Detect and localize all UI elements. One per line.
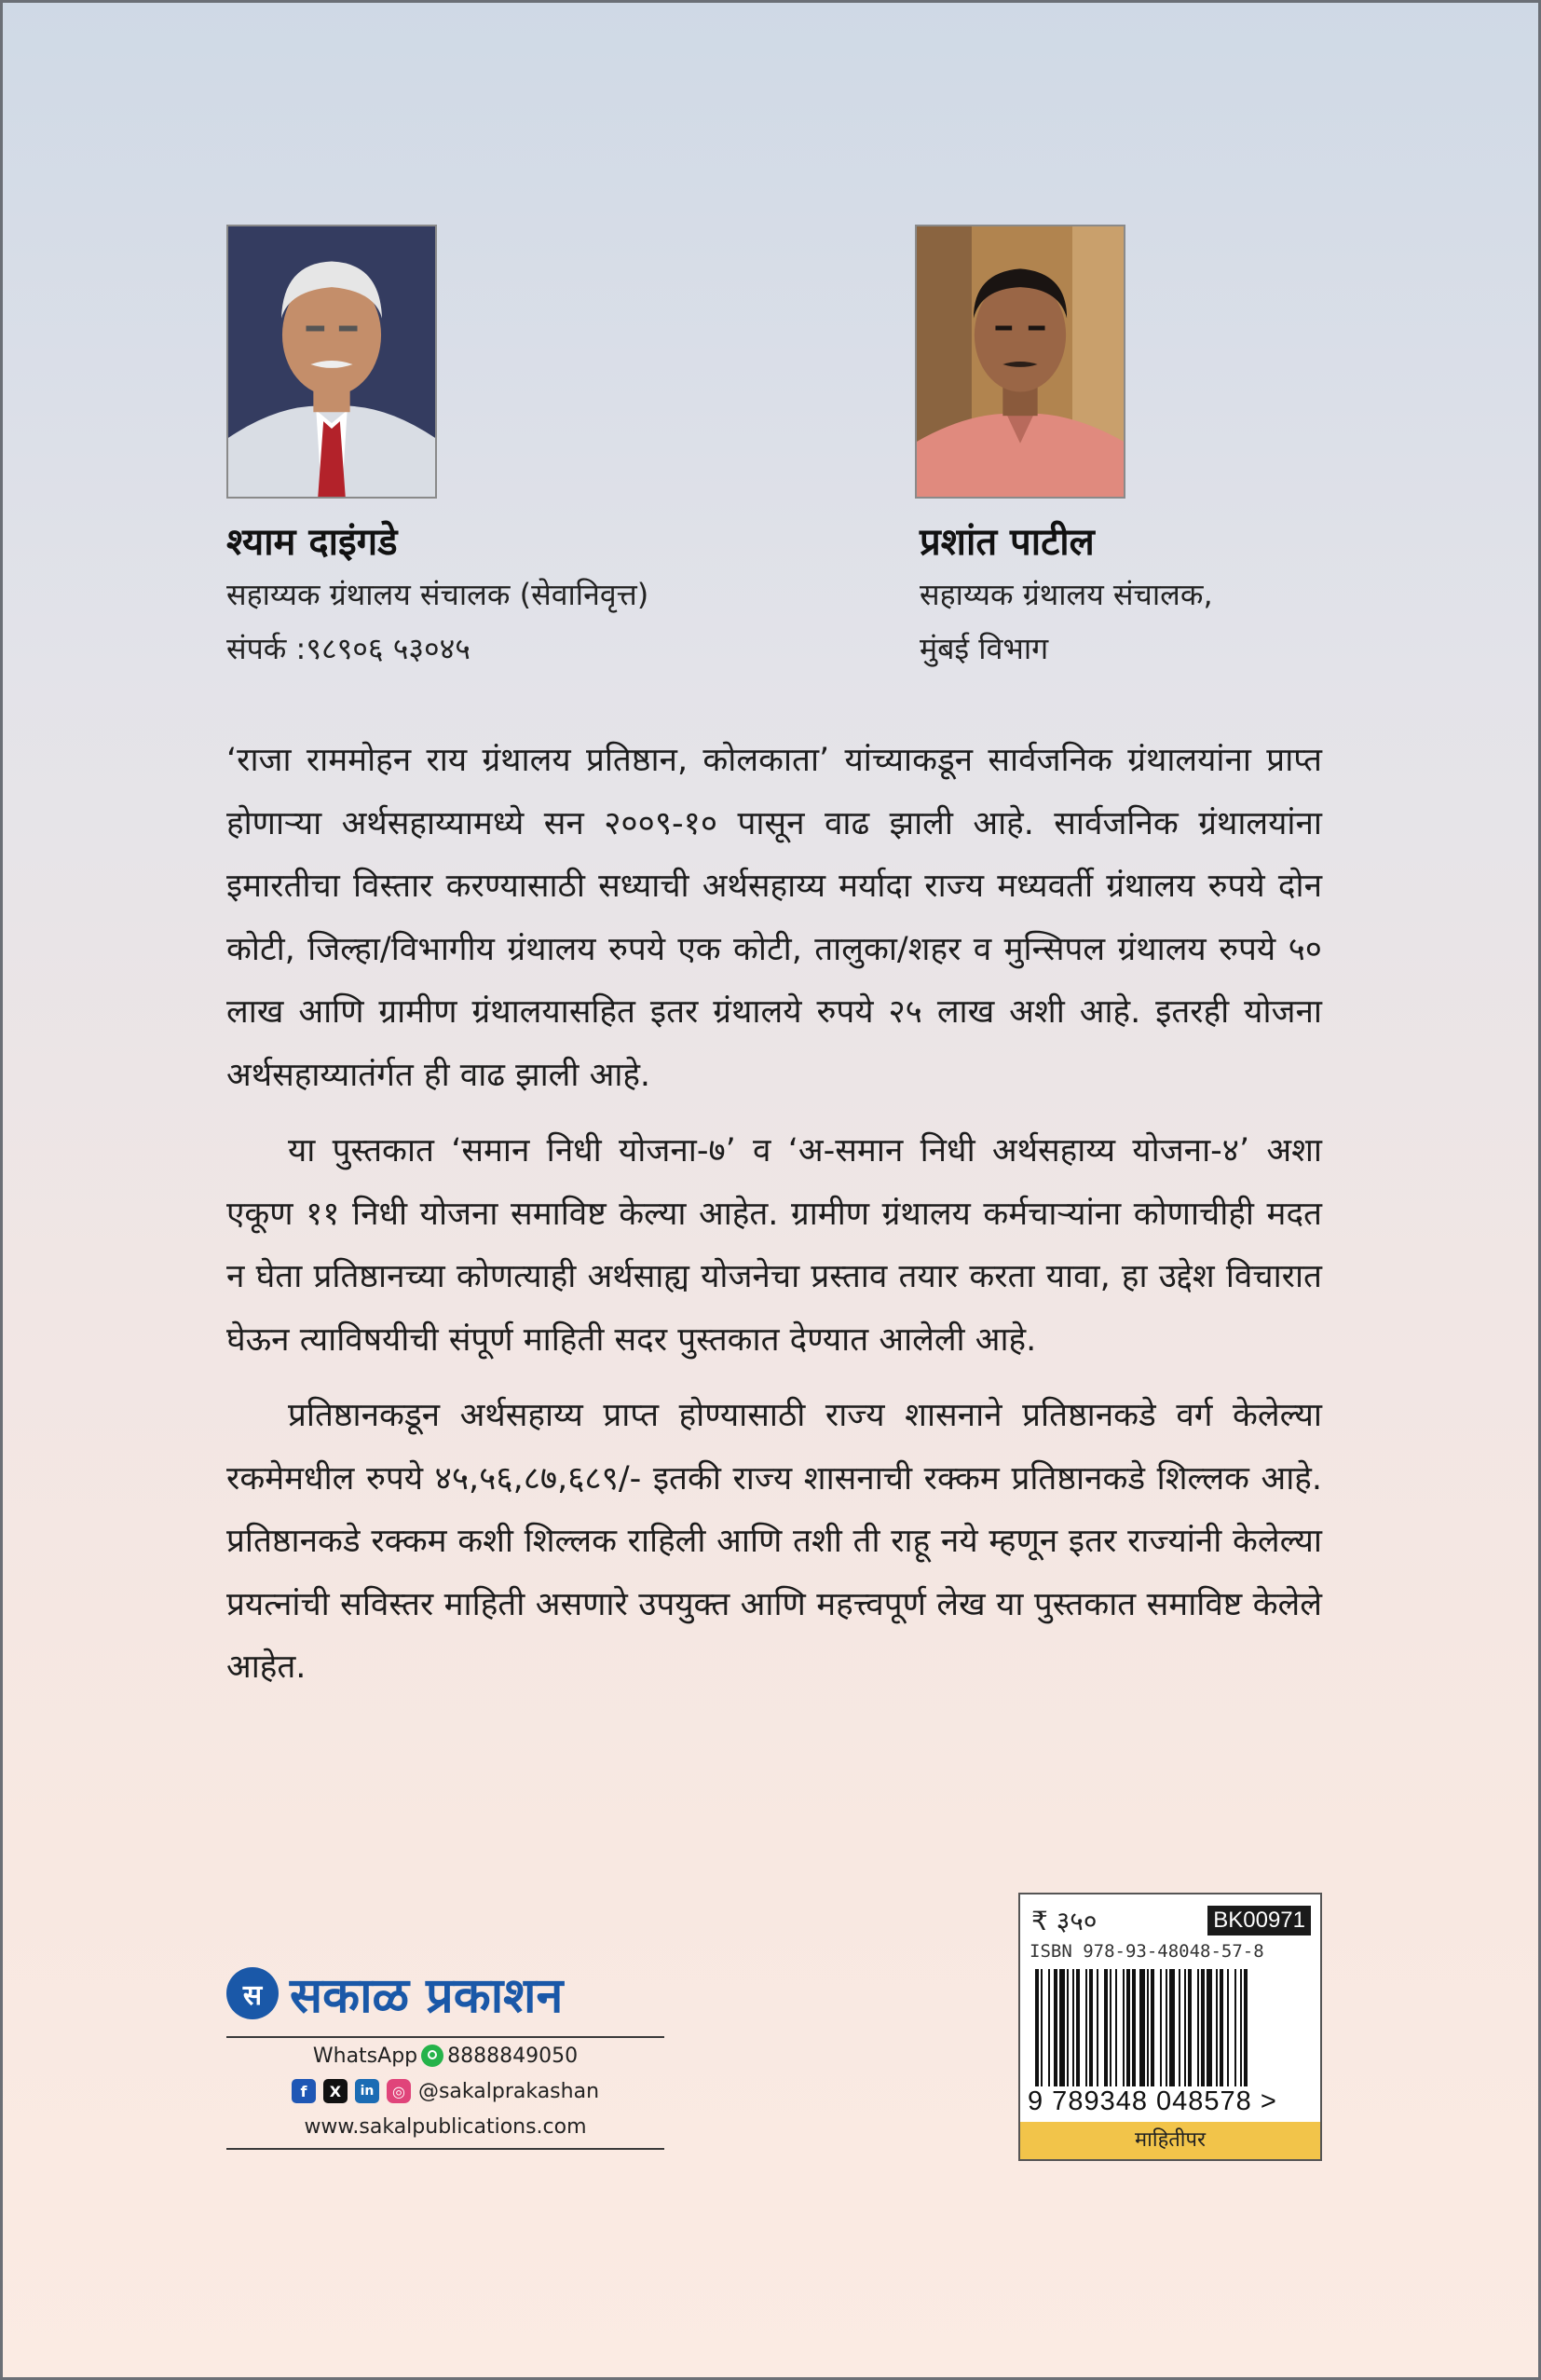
blurb-text bbox=[226, 730, 1322, 1713]
barcode-bar bbox=[1110, 1969, 1111, 2086]
author-name: प्रशांत पाटील bbox=[920, 521, 1095, 564]
barcode-bar bbox=[1048, 1969, 1050, 2086]
barcode-box bbox=[1018, 1893, 1322, 2161]
barcode-bar bbox=[1201, 1969, 1205, 2086]
barcode-number: 9 789348 048578 > bbox=[1028, 2086, 1277, 2116]
barcode-bar bbox=[1067, 1969, 1069, 2086]
barcode-bar bbox=[1244, 1969, 1248, 2086]
instagram-icon[interactable]: ◎ bbox=[387, 2079, 411, 2103]
barcode-bar bbox=[1072, 1969, 1074, 2086]
author-division: मुंबई विभाग bbox=[920, 631, 1049, 666]
barcode-bar bbox=[1054, 1969, 1057, 2086]
barcode-bar bbox=[1097, 1969, 1098, 2086]
book-code: BK00971 bbox=[1207, 1906, 1311, 1935]
barcode-graphic bbox=[1033, 1969, 1305, 2086]
barcode-bar bbox=[1166, 1969, 1167, 2086]
blurb-paragraph-3: प्रतिष्ठानकडून अर्थसहाय्य प्राप्त होण्यासाठी राज्य शासनाने प्रतिष्ठानकडे वर्ग केलेल्या रकमेमधील रुपये ४५,५६,८७,६८९/- इतकी राज्य शासनाची रक्कम प्रतिष्ठानकडे शिल्लक आहे. प्रतिष्ठानकडे रक्कम कशी शिल्लक राहिली आणि तशी ती राहू नये म्हणून इतर राज्यांनी केलेल्या प्रयत्नांची सविस्तर माहिती असणारे उपयुक्त आणि महत्त्वपूर्ण लेख या पुस्तकात समाविष्ट केलेले आहेत. bbox=[226, 1397, 1322, 1686]
category-strip: माहितीपर bbox=[1020, 2122, 1320, 2159]
barcode-bar bbox=[1089, 1969, 1093, 2086]
barcode-bar bbox=[1197, 1969, 1199, 2086]
whatsapp-number: 8888849050 bbox=[447, 2044, 579, 2068]
barcode-bar bbox=[1035, 1969, 1039, 2086]
author-contact: संपर्क :९८९०६ ५३०४५ bbox=[226, 631, 470, 666]
barcode-bar bbox=[1227, 1969, 1229, 2086]
publisher-logo bbox=[226, 1960, 664, 2027]
barcode-bar bbox=[1139, 1969, 1145, 2086]
facebook-icon[interactable]: f bbox=[292, 2079, 316, 2103]
social-handle: @sakalprakashan bbox=[417, 2079, 600, 2103]
linkedin-icon[interactable]: in bbox=[355, 2079, 379, 2103]
blurb-paragraph-1: ‘राजा राममोहन राय ग्रंथालय प्रतिष्ठान, कोलकाता’ यांच्याकडून सार्वजनिक ग्रंथालयांना प्राप्त होणाऱ्या अर्थसहाय्यामध्ये सन २००९-१० पासून वाढ झाली आहे. सार्वजनिक ग्रंथालयांना इमारतीचा विस्तार करण्यासाठी सध्याची अर्थसहाय्य मर्यादा राज्य मध्यवर्ती ग्रंथालय रुपये दोन कोटी, जिल्हा/विभागीय ग्रंथालय रुपये एक कोटी, तालुका/शहर व मुन्सिपल ग्रंथालय रुपये ५० लाख आणि ग्रामीण ग्रंथालयासहित इतर ग्रंथालये रुपये २५ लाख अशी आहे. इतरही योजना अर्थसहाय्यातंर्गत ही वाढ झाली आहे. bbox=[226, 742, 1322, 1094]
website-link[interactable]: www.sakalpublications.com bbox=[304, 2114, 587, 2139]
barcode-bar bbox=[1188, 1969, 1192, 2086]
barcode-bar bbox=[1132, 1969, 1136, 2086]
author-designation: सहाय्यक ग्रंथालय संचालक, bbox=[920, 577, 1213, 612]
publisher-name: सकाळ प्रकाशन bbox=[290, 1967, 564, 2024]
barcode-bar bbox=[1179, 1969, 1180, 2086]
barcode-bar bbox=[1160, 1969, 1162, 2086]
barcode-bar bbox=[1076, 1969, 1080, 2086]
author-designation: सहाय्यक ग्रंथालय संचालक (सेवानिवृत्त) bbox=[226, 577, 649, 612]
barcode-bar bbox=[1234, 1969, 1236, 2086]
publisher-block bbox=[226, 1960, 664, 2150]
publisher-logo-icon: स bbox=[226, 1967, 279, 2019]
barcode-bar bbox=[1169, 1969, 1175, 2086]
barcode-bar bbox=[1184, 1969, 1186, 2086]
author-info-2 bbox=[920, 517, 1213, 676]
author-info-1 bbox=[226, 517, 648, 676]
x-icon[interactable]: X bbox=[323, 2079, 348, 2103]
publisher-contact bbox=[226, 2038, 664, 2144]
author-photo-shyam bbox=[226, 225, 437, 499]
barcode-bar bbox=[1041, 1969, 1043, 2086]
barcode-bar bbox=[1207, 1969, 1212, 2086]
barcode-bar bbox=[1216, 1969, 1218, 2086]
whatsapp-label: WhatsApp bbox=[312, 2044, 418, 2068]
barcode-bar bbox=[1115, 1969, 1117, 2086]
barcode-bar bbox=[1151, 1969, 1154, 2086]
barcode-bar bbox=[1147, 1969, 1149, 2086]
author-photo-prashant bbox=[915, 225, 1125, 499]
isbn: ISBN 978-93-48048-57-8 bbox=[1030, 1941, 1264, 1962]
barcode-bar bbox=[1085, 1969, 1087, 2086]
barcode-bar bbox=[1240, 1969, 1242, 2086]
barcode-bar bbox=[1126, 1969, 1130, 2086]
author-name: श्याम दाइंगडे bbox=[226, 521, 398, 564]
whatsapp-icon bbox=[421, 2045, 443, 2067]
barcode-bar bbox=[1104, 1969, 1108, 2086]
barcode-bar bbox=[1059, 1969, 1065, 2086]
price: ₹ ३५० bbox=[1031, 1906, 1098, 1936]
blurb-paragraph-2: या पुस्तकात ‘समान निधी योजना-७’ व ‘अ-समान निधी अर्थसहाय्य योजना-४’ अशा एकूण ११ निधी योजना समाविष्ट केल्या आहेत. ग्रामीण ग्रंथालय कर्मचाऱ्यांना कोणाचीही मदत न घेता प्रतिष्ठानच्या कोणत्याही अर्थसाह्य योजनेचा प्रस्ताव तयार करता यावा, हा उद्देश विचारात घेऊन त्याविषयीची संपूर्ण माहिती सदर पुस्तकात देण्यात आलेली आहे. bbox=[226, 1132, 1322, 1359]
divider bbox=[226, 2148, 664, 2150]
barcode-bar bbox=[1123, 1969, 1125, 2086]
barcode-bar bbox=[1220, 1969, 1223, 2086]
